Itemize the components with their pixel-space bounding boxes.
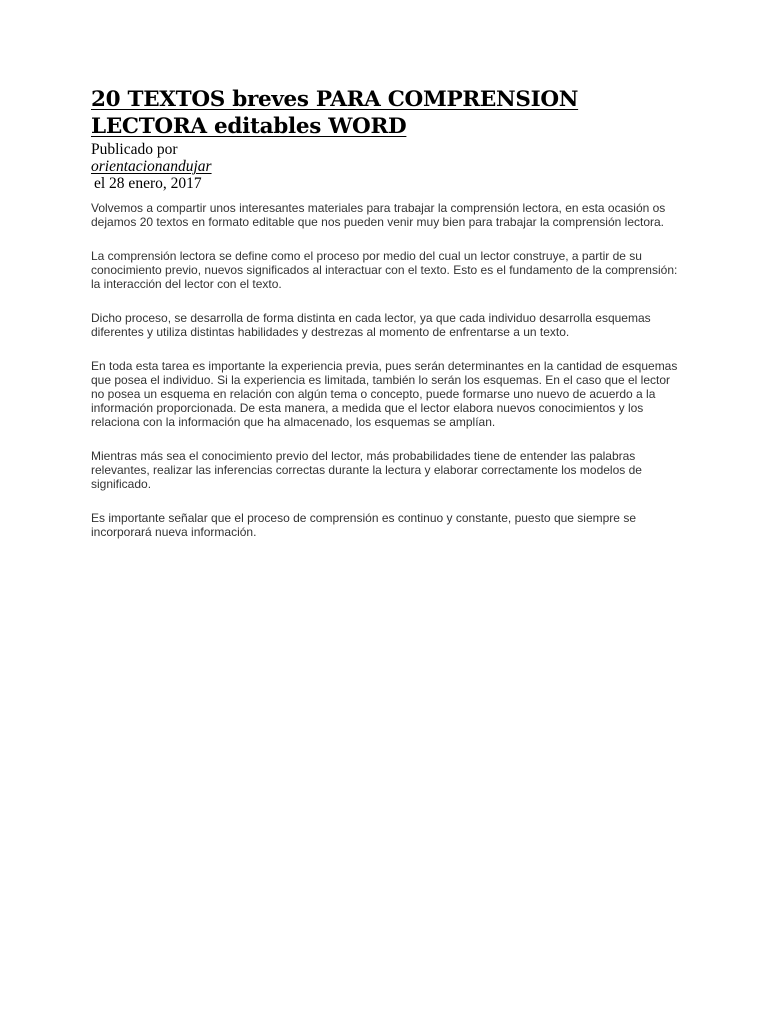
article-body bbox=[91, 201, 681, 539]
publish-date: el 28 enero, 2017 bbox=[94, 175, 202, 192]
page-title[interactable]: 20 TEXTOS breves PARA COMPRENSION LECTORA editables WORD bbox=[91, 87, 579, 139]
paragraph-3: Dicho proceso, se desarrolla de forma distinta en cada lector, ya que cada individuo desarrolla esquemas diferentes y utiliza distintas habilidades y destrezas al momento de enfrentarse a un texto. bbox=[91, 311, 651, 339]
paragraph-5: Mientras más sea el conocimiento previo del lector, más probabilidades tiene de entender las palabras relevantes, realizar las inferencias correctas durante la lectura y elaborar correctamente los modelos de significado. bbox=[91, 449, 642, 491]
document-content bbox=[91, 86, 681, 559]
paragraph-4: En toda esta tarea es importante la experiencia previa, pues serán determinantes en la cantidad de esquemas que posea el individuo. Si la experiencia es limitada, también lo serán los esquemas. En el caso que el lector no posea un esquema en relación con algún tema o concepto, puede formarse uno nuevo de acuerdo a la información proporcionada. De esta manera, a medida que el lector elabora nuevos conocimientos y los relaciona con la información que ha almacenado, los esquemas se amplían. bbox=[91, 359, 678, 429]
paragraph-1: Volvemos a compartir unos interesantes materiales para trabajar la comprensión lectora, en esta ocasión os dejamos 20 textos en formato editable que nos pueden venir muy bien para trabajar la comprensión lectora. bbox=[91, 201, 666, 229]
author-line bbox=[91, 158, 681, 175]
paragraph-6: Es importante señalar que el proceso de comprensión es continuo y constante, puesto que siempre se incorporará nueva información. bbox=[91, 511, 636, 539]
published-by-label: Publicado por bbox=[91, 141, 178, 158]
paragraph-2: La comprensión lectora se define como el proceso por medio del cual un lector construye, a partir de su conocimiento previo, nuevos significados al interactuar con el texto. Esto es el fundamento de la comprensión: la interacción del lector con el texto. bbox=[91, 249, 678, 291]
author-link[interactable]: orientacionandujar bbox=[91, 158, 212, 175]
